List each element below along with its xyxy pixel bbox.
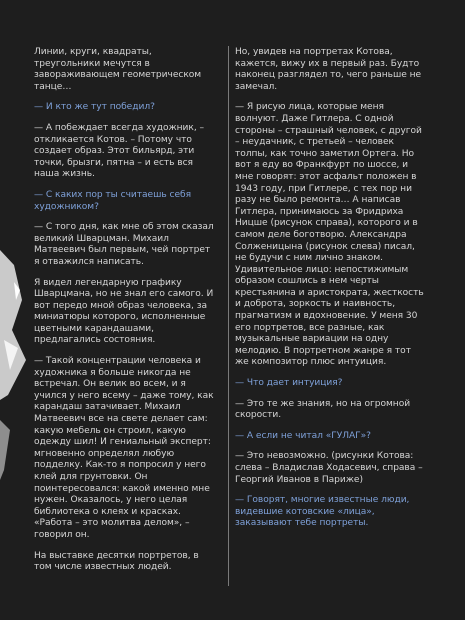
left-column (34, 47, 218, 583)
paragraph-portraits: Но, увидев на портретах Котова, кажется, вижу их в первый раз. Будто наконец разглядел то, чего раньше не замечал. (235, 47, 422, 92)
paragraph-exhibition: На выставке десятки портретов, в том числе известных людей. (34, 550, 199, 573)
column-divider (228, 46, 229, 586)
paragraph-legendary-graphics: Я видел легендарную графику Шварцмана, но не знал его самого. И вот передо мной образ человека, за миниатюры которого, исполненные цветными карандашами, предлагались состояния. (34, 277, 214, 346)
question-intuition: — Что дает интуиция? (235, 378, 343, 389)
answer-impossible: — Это невозможно. (рисунки Котова: слева – Владислав Ходасевич, справа – Георгий Иванов в Париже) (235, 451, 423, 485)
answer-artist-wins: — А побеждает всегда художник, – откликается Котов. – Потому что создает образ. Этот бильярд, эти точки, брызги, пятна – и есть вся наша жизнь. (34, 122, 205, 180)
paragraph-concentration: — Такой концентрации человека и художника я больше никогда не встречал. Он велик во всем, и я учился у него всему – даже тому, как карандаш затачивает. Михаил Матвеевич все на свете делает сам: какую мебель он строил, какую одежду шил! И гениальный эксперт: мгновенно определял любую подделку. Как-то я попросил у него клей для грунтовки. Он поинтересовался: какой именно мне нужен. Оказалось, у него целая библиотека о клеях и красках. «Работа – это молитва делом», – говорил он. (34, 356, 214, 540)
question-gulag: — А если не читал «ГУЛАГ»? (235, 430, 371, 441)
question-who-won: — И кто же тут победил? (34, 102, 155, 113)
paragraph-intro: Линии, круги, квадраты, треугольники мечутся в завораживающем геометрическом танце… (34, 47, 202, 92)
answer-faces: — Я рисую лица, которые меня волнуют. Даже Гитлера. С одной стороны – страшный человек, с другой – неудачник, с третьей – человек толпы, как точно заметил Ортега. Но вот я еду во Франкфурт по шоссе, и мне говорят: этот асфальт положен в 1943 году, при Гитлере, с тех пор ни разу не было ремонта… А написав Гитлера, принимаюсь за Фридриха Ницше (рисунок справа), которого и в самом деле боготворю. Александра Солженицына (рисунок слева) писал, не будучи с ним лично знаком. Удивительное лицо: непостижимым образом сошлись в нем черты крестьянина и аристократа, жесткость и доброта, зоркость и наивность, прагматизм и вдохновение. У меня 30 его портретов, все разные, как музыкальные вариации на одну мелодию. В портретном жанре я тот же композитор плюс интуиция. (235, 102, 424, 368)
answer-knowledge: — Это те же знания, но на огромной скорости. (235, 398, 411, 421)
paragraph-famous-people: — Говорят, многие известные люди, видевшие котовские «лица», заказывают тебе портреты. (235, 495, 410, 529)
answer-shvartsman: — С того дня, как мне об этом сказал великий Шварцман. Михаил Матвеевич был первым, чей портрет я отважился написать. (34, 222, 214, 267)
question-since-when: — С каких пор ты считаешь себя художником? (34, 189, 191, 212)
right-column (235, 47, 427, 539)
